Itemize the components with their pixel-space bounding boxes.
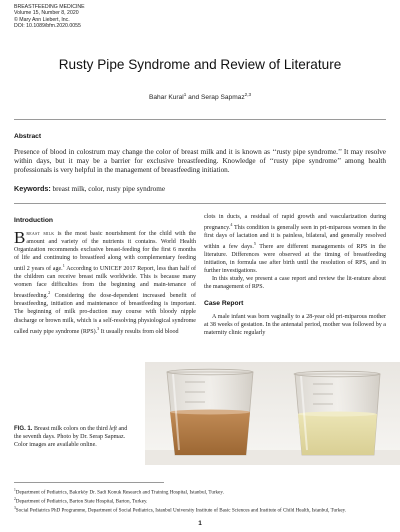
paragraph-text: is the most basic nourishment for the child with the amount and variety of the nutrients it contains. World Health Organization recommends exclusive breast-feeding for the first 6 months of life and continuing to breastfeed along with complementary feeding until 2 years of age. [14, 231, 197, 273]
footnote-divider [14, 482, 164, 483]
author-separator: and [188, 94, 200, 102]
abstract-heading: Abstract [14, 133, 42, 140]
citation-ref: 1 [62, 263, 65, 269]
journal-header [14, 4, 85, 29]
paragraph-text: There are different managements of RPS in the literature. Differences were observed at the timing of breastfeeding initiation, in formula use after birth until the resolution of RPS, and in further investigations. [204, 244, 386, 275]
author-line [0, 92, 400, 101]
paragraph-text: Considering the dose-dependent increased benefit of breastfeeding, initiation and maintenance of breastfeeding is important. The beginning of milk pro-duction may course with bloody nipple discharge or brown milk, which is a self-resolving physiological syndrome called rusty pipe syndrome (RPS). [14, 293, 197, 335]
paper-title: Rusty Pipe Syndrome and Review of Literature [58, 57, 342, 72]
case-report-heading: Case Report [204, 300, 244, 307]
lead-words: reast milk [26, 231, 55, 237]
keywords-text: breast milk, color, rusty pipe syndrome [52, 185, 166, 193]
keywords [14, 184, 165, 193]
author-affiliation: 1 [183, 92, 187, 97]
citation-ref: 4 [230, 222, 233, 228]
footnote-number: 1 [14, 488, 16, 492]
citation-ref: 3 [97, 325, 100, 331]
case-report-text: A male infant was born vaginally to a 28-year old pri-miparous mother at 38 weeks of gestation. In the antenatal period, mother was followed by a maternity clinic regularly [204, 314, 386, 337]
footnote-number: 2 [14, 496, 16, 501]
footnote-text: Department of Pediatrics, Bakırköy Dr. Sadi Konuk Research and Training Hospital, Istanbul, Turkey. [15, 489, 224, 496]
page-number: 1 [198, 520, 202, 527]
introduction-body [14, 230, 196, 336]
journal-copyright: © Mary Ann Liebert, Inc. [14, 16, 70, 23]
paragraph-text: clots in ducts, a residual of rapid growth and vascularization during pregnancy. [204, 214, 386, 232]
introduction-continued [204, 213, 386, 291]
divider [14, 119, 386, 120]
paragraph-text: It usually results from old blood [100, 328, 179, 335]
abstract-text: Presence of blood in colostrum may change the color of breast milk and it is known as ‘‘rusty pipe syndrome.’’ It may resolve within days, but it may be a barrier for exclusive breastfeeding. Knowledge of ‘‘rusty pipe syndrome’’ among health professionals is very helpful in the management of breastfeeding initiation. [14, 148, 386, 175]
footnote [14, 487, 386, 496]
figure-photo [145, 362, 400, 465]
footnote [14, 496, 386, 505]
paragraph-text: According to UNICEF 2017 Report, less than half of the children can receive breast milk worldwide. This is because many women face difficulties from the beginning and main-tenance of breastfeeding. [14, 266, 196, 300]
author-name: Serap Sapmaz [201, 94, 245, 102]
journal-name: BREASTFEEDING MEDICINE [14, 4, 85, 10]
divider [14, 203, 386, 204]
drop-cap: B [14, 228, 26, 247]
keywords-label: Keywords: [14, 184, 51, 193]
paragraph [204, 213, 386, 275]
author-affiliation: 2,3 [244, 92, 252, 97]
introduction-heading: Introduction [14, 217, 54, 224]
footnote-text: Department of Pediatrics, Barton State Hospital, Barton, Turkey. [15, 498, 148, 505]
figure-caption [14, 425, 132, 449]
paragraph: In this study, we present a case report and review the lit-erature about the management of RPS. [204, 276, 386, 291]
journal-doi: DOI: 10.1089/bfm.2020.0055 [14, 22, 81, 29]
citation-ref: 2 [48, 290, 51, 296]
caption-text: Breast milk colors on the third [34, 426, 108, 432]
figure-label: FIG. 1. [14, 426, 33, 432]
footnote-text: Social Pediatrics PhD Programme, Department of Social Pediatrics, Istanbul University Institute of Basic Sciences and Institute of Child Health, Istanbul, Turkey. [15, 507, 347, 514]
author-name: Bahar Kural [148, 94, 184, 102]
paragraph-text: This condition is generally seen in pri-miparous women in the first days of lactation and it is painless, bilateral, and generally resolved within a few days. [204, 225, 386, 251]
affiliation-footnotes [14, 487, 386, 514]
journal-volume: Volume 15, Number 8, 2020 [14, 10, 79, 17]
footnote-number: 3 [14, 505, 16, 510]
caption-text: and the seventh days. Photo by Dr. Serap Sapmaz. Color images are available online. [14, 426, 128, 449]
cup-day-3 [167, 369, 253, 455]
footnote [14, 505, 386, 514]
caption-emphasis: left [109, 426, 117, 432]
citation-ref: 5 [253, 241, 256, 247]
cup-day-7 [294, 371, 380, 455]
